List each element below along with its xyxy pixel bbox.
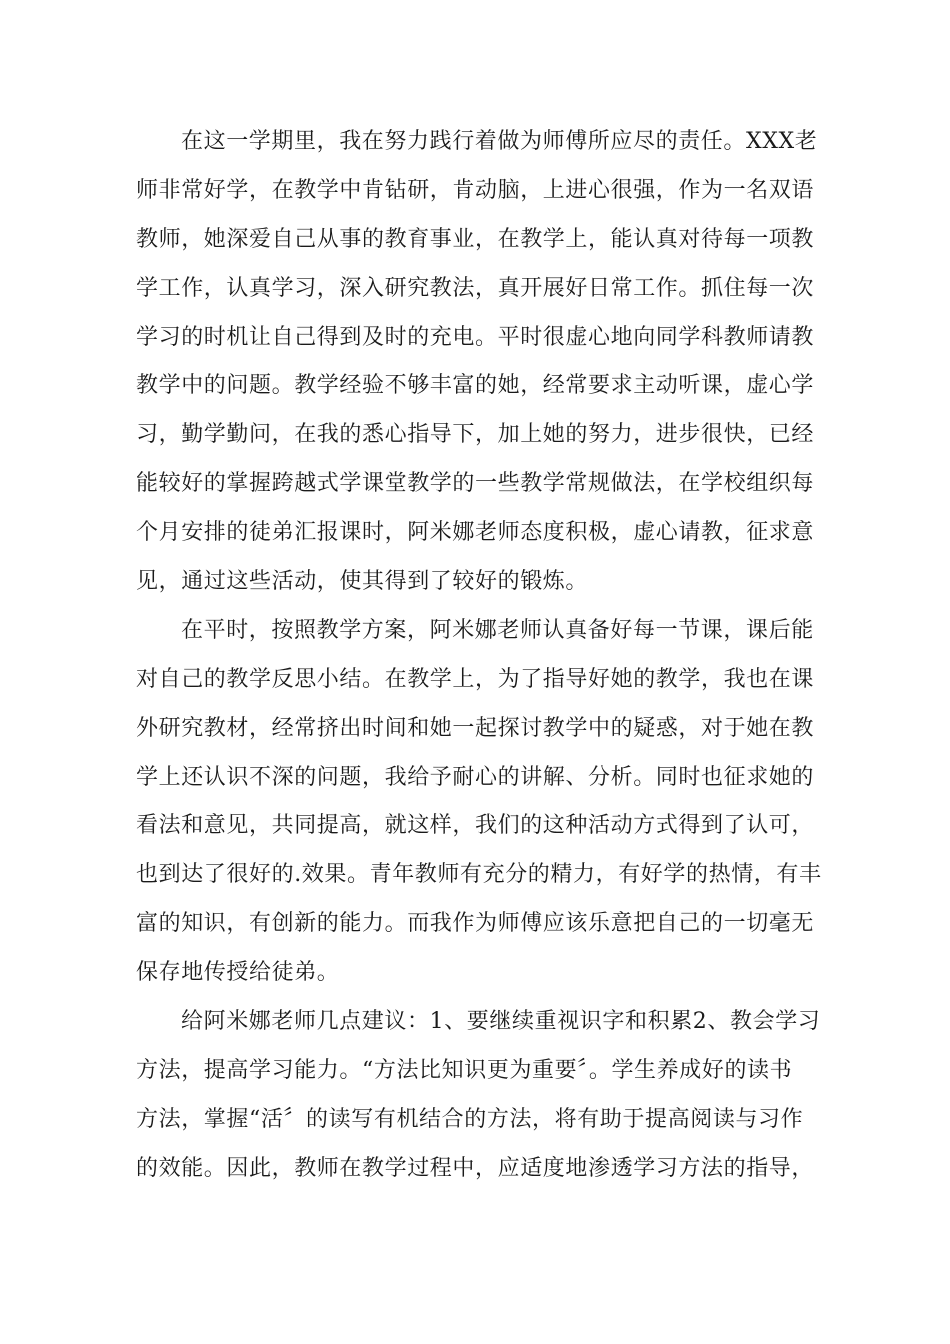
paragraph-1-line-2: 师非常好学，在教学中肯钻研，肯动脑，上进心很强，作为一名双语 <box>136 177 815 203</box>
paragraph-1-line-8: 能较好的掌握跨越式学课堂教学的一些教学常规做法，在学校组织每 <box>136 471 815 497</box>
paragraph-1-line-1: 在这一学期里，我在努力践行着做为师傅所应尽的责任。XXX老 <box>181 129 818 154</box>
paragraph-2-line-6: 也到达了很好的.效果。青年教师有充分的精力，有好学的热情，有丰 <box>136 862 822 888</box>
paragraph-3-line-1: 给阿米娜老师几点建议：1、要继续重视识字和积累2、教会学习 <box>181 1009 821 1035</box>
paragraph-2-line-5: 看法和意见，共同提高，就这样，我们的这种活动方式得到了认可， <box>136 813 815 839</box>
paragraph-1-line-4: 学工作，认真学习，深入研究教法，真开展好日常工作。抓住每一次 <box>136 275 815 301</box>
paragraph-3-line-4: 的效能。因此，教师在教学过程中，应适度地渗透学习方法的指导， <box>136 1155 815 1181</box>
paragraph-1-line-3: 教师，她深爱自己从事的教育事业，在教学上，能认真对待每一项教 <box>136 226 815 252</box>
paragraph-2-line-1: 在平时，按照教学方案，阿米娜老师认真备好每一节课，课后能 <box>181 617 814 643</box>
document-body <box>136 118 836 1194</box>
paragraph-1-line-7: 习，勤学勤问，在我的悉心指导下，加上她的努力，进步很快，已经 <box>136 422 815 448</box>
paragraph-2-line-8: 保存地传授给徒弟。 <box>136 960 340 986</box>
paragraph-1-line-6: 教学中的问题。教学经验不够丰富的她，经常要求主动听课，虚心学 <box>136 373 815 399</box>
paragraph-2-line-7: 富的知识，有创新的能力。而我作为师傅应该乐意把自己的一切毫无 <box>136 911 815 937</box>
paragraph-2-line-3: 外研究教材，经常挤出时间和她一起探讨教学中的疑惑，对于她在教 <box>136 715 815 741</box>
paragraph-2-line-2: 对自己的教学反思小结。在教学上，为了指导好她的教学，我也在课 <box>136 666 815 692</box>
paragraph-3-line-3: 方法，掌握“活〞的读写有机结合的方法，将有助于提高阅读与习作 <box>136 1106 804 1132</box>
paragraph-2-line-4: 学上还认识不深的问题，我给予耐心的讲解、分析。同时也征求她的 <box>136 764 815 790</box>
paragraph-1-line-5: 学习的时机让自己得到及时的充电。平时很虚心地向同学科教师请教 <box>136 324 815 350</box>
paragraph-3-line-2: 方法，提高学习能力。“方法比知识更为重要〞。学生养成好的读书 <box>136 1057 793 1083</box>
paragraph-1-line-10: 见，通过这些活动，使其得到了较好的锻炼。 <box>136 569 589 595</box>
paragraph-1-line-9: 个月安排的徒弟汇报课时，阿米娜老师态度积极，虚心请教，征求意 <box>136 520 815 546</box>
